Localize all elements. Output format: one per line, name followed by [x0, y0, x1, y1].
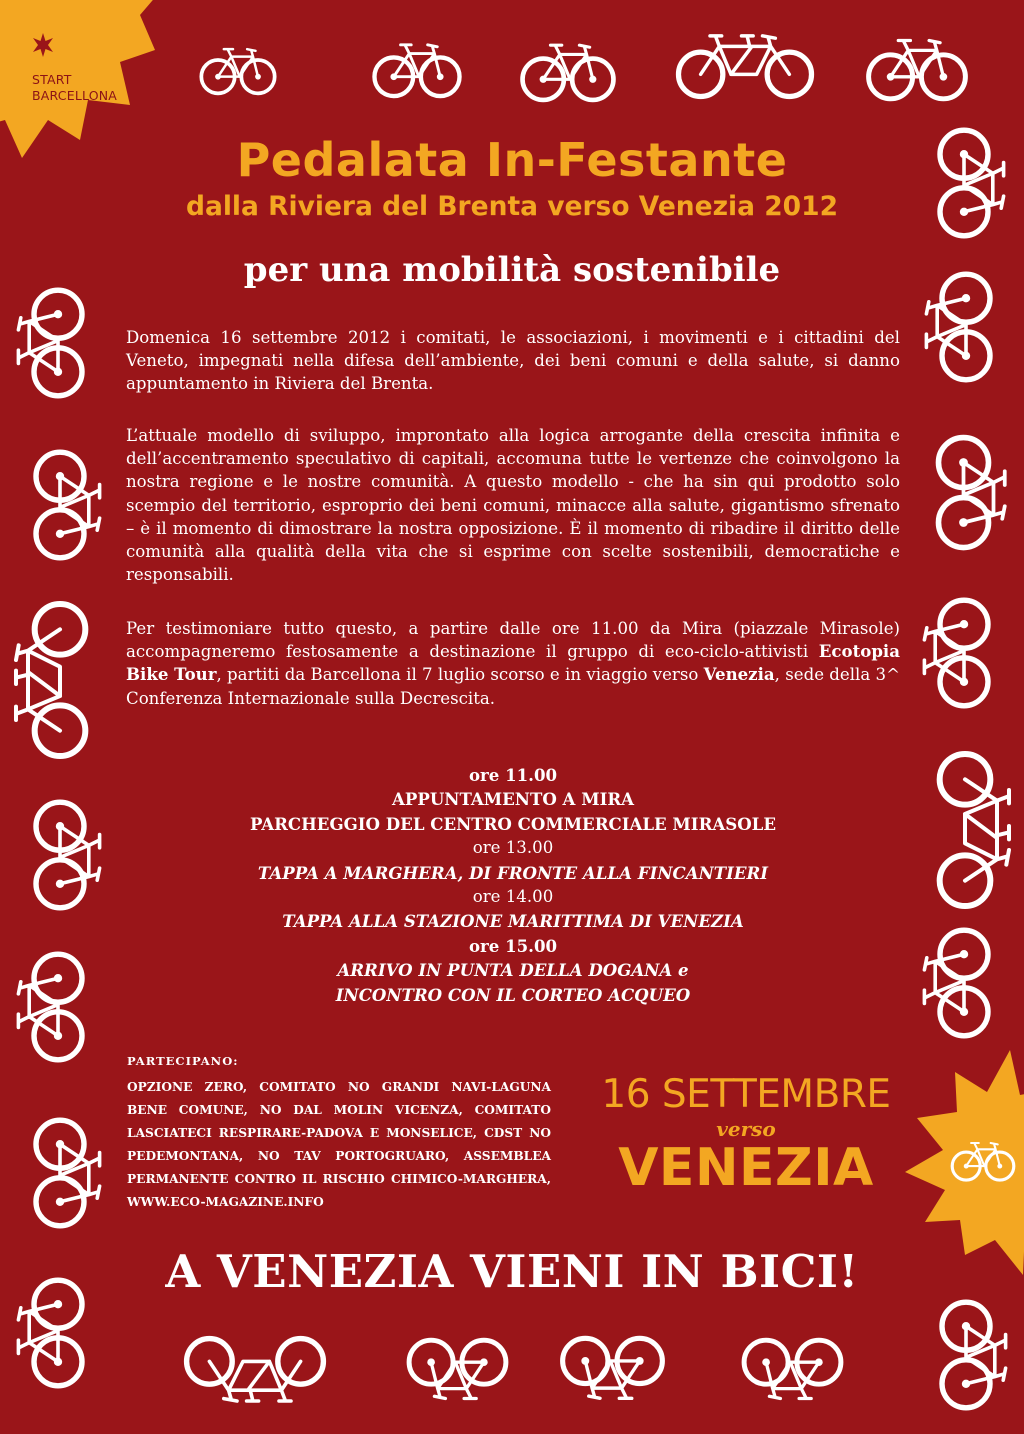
bicycle-icon	[508, 40, 628, 102]
ecotopia-bike-tour: Ecotopia Bike Tour	[126, 641, 900, 685]
bicycle-icon	[550, 1336, 675, 1404]
schedule-stop-4b: INCONTRO CON IL CORTEO ACQUEO	[335, 984, 691, 1005]
paragraph-testimony-part2: , partiti da Barcellona il 7 luglio scorso e in viaggio verso	[216, 665, 704, 685]
schedule-stop-4a	[126, 958, 900, 982]
venezia-bold: Venezia	[703, 664, 775, 685]
schedule-stop-4a-text: ARRIVO IN PUNTA DELLA DOGANA	[337, 960, 673, 981]
start-label-line1: START	[32, 72, 72, 87]
tandem-bicycle-icon	[20, 590, 100, 770]
date-destination: VENEZIA	[618, 1138, 874, 1198]
page-title: Pedalata In-Festante	[236, 133, 788, 187]
schedule-time-1: ore 11.00	[468, 765, 558, 785]
paragraph-testimony-part3: , sede della 3^ Conferenza Internazionale sulla Decrescita.	[126, 665, 900, 708]
bicycle-icon	[948, 1138, 1018, 1183]
bicycle-icon	[24, 440, 96, 570]
tandem-bicycle-icon	[925, 740, 1005, 920]
bicycle-icon	[930, 1290, 1002, 1420]
paragraph-intro: Domenica 16 settembre 2012 i comitati, le associazioni, i movimenti e i cittadini del Veneto, impegnati nella difesa dell’ambiente, dei beni comuni e della salute, si danno appuntamento in Riviera del Brenta.	[126, 328, 900, 394]
bicycle-icon	[22, 278, 94, 408]
bicycle-icon	[395, 1338, 520, 1404]
schedule-stop-1b: PARCHEGGIO DEL CENTRO COMMERCIALE MIRASOLE	[249, 813, 776, 834]
schedule-time-4: ore 15.00	[468, 935, 558, 956]
date-verso: verso	[716, 1117, 776, 1141]
bicycle-icon	[22, 942, 94, 1072]
schedule-stop-4a-conj: e	[672, 960, 689, 981]
page-subtitle: dalla Riviera del Brenta verso Venezia 2012	[185, 191, 839, 222]
partecipano-title: PARTECIPANO:	[127, 1054, 239, 1068]
tandem-bicycle-icon	[655, 30, 835, 100]
schedule	[126, 763, 900, 1007]
bicycle-icon	[858, 35, 976, 101]
start-label-line2: BARCELLONA	[32, 88, 118, 103]
bicycle-icon	[928, 918, 1000, 1048]
date-line: 16 SETTEMBRE	[601, 1072, 891, 1117]
schedule-stop-1a: APPUNTAMENTO A MIRA	[392, 789, 634, 810]
schedule-time-3: ore 14.00	[472, 887, 554, 907]
bicycle-icon	[24, 1108, 96, 1238]
bicycle-icon	[352, 40, 482, 98]
paragraph-testimony	[126, 617, 900, 710]
slogan: A VENEZIA VIENI IN BICI!	[165, 1245, 859, 1298]
schedule-stop-2: TAPPA A MARGHERA, DI FRONTE ALLA FINCANTIERI	[257, 862, 769, 883]
bicycle-icon	[730, 1338, 855, 1404]
bicycle-icon	[24, 790, 96, 920]
tagline: per una mobilità sostenibile	[243, 250, 781, 290]
bicycle-icon	[188, 45, 288, 95]
schedule-time-2: ore 13.00	[472, 838, 554, 858]
bicycle-icon	[926, 425, 1001, 560]
tandem-bicycle-icon	[160, 1335, 350, 1407]
partecipano-list: OPZIONE ZERO, COMITATO NO GRANDI NAVI-LAGUNA BENE COMUNE, NO DAL MOLIN VICENZA, COMITATO LASCIATECI RESPIRARE-PADOVA E MONSELICE, CDST NO PEDEMONTANA, NO TAV PORTOGRUARO, ASSEMBLEA PERMANENTE CONTRO IL RISCHIO CHIMICO-MARGHERA, WWW.ECO-MAGAZINE.INFO	[127, 1080, 551, 1209]
paragraph-model: L’attuale modello di sviluppo, improntato alla logica arrogante della crescita infinita e dell’accentramento speculativo di capitali, accomuna tutte le vertenze che coinvolgono la nostra regione e le nostre comunità. A questo modello - che ha sin qui prodotto solo scempio del territorio, esproprio dei beni comuni, minacce alla salute, gigantismo sfrenato – è il momento di dimostrare la nostra opposizione. È il momento di ribadire il diritto delle comunità alla qualità della vita che si esprime con scelte sostenibili, democratiche e responsabili.	[126, 426, 900, 585]
schedule-stop-3: TAPPA ALLA STAZIONE MARITTIMA DI VENEZIA	[282, 911, 744, 932]
paragraph-testimony-part1: Per testimoniare tutto questo, a partire dalle ore 11.00 da Mira (piazzale Mirasole) accompagneremo festosamente a destinazione il gruppo di eco-ciclo-attivisti	[126, 619, 900, 662]
start-label	[32, 72, 142, 104]
red-star-icon	[30, 32, 56, 58]
bicycle-icon	[928, 588, 1000, 718]
